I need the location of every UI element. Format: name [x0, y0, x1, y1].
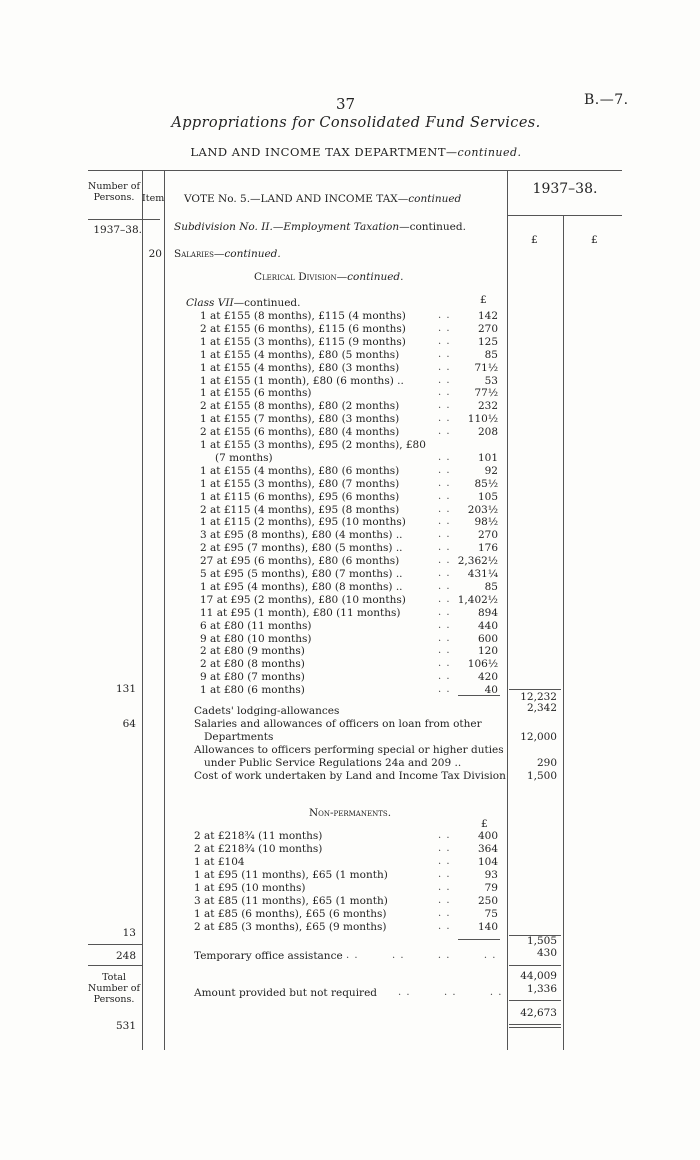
clerical-total: 12,232: [520, 691, 557, 703]
line-description: 1 at £95 (10 months): [194, 882, 306, 894]
line-amount: 40: [484, 684, 498, 697]
dot-leader: . .: [438, 869, 451, 880]
item-number: 20: [148, 248, 162, 260]
line-amount: 93: [484, 869, 498, 881]
line-amount: 420: [477, 671, 498, 684]
class-suffix: —continued.: [233, 297, 301, 309]
line-amount: 85½: [474, 477, 498, 490]
dot-leader: . .: [438, 843, 451, 854]
dot-leader: . . . . . .: [398, 987, 503, 998]
line-description: 1 at £155 (4 months), £80 (6 months): [200, 464, 400, 477]
line-amount: 110½: [467, 413, 498, 426]
line-amount: 1,500: [526, 770, 557, 782]
line-description: 27 at £95 (6 months), £80 (6 months): [200, 555, 400, 568]
dot-leader: . .: [438, 632, 451, 644]
page-number: 37: [336, 95, 356, 113]
dot-leader: . .: [438, 413, 451, 425]
dot-leader: . .: [438, 542, 451, 554]
line-description: 1 at £80 (6 months): [200, 684, 305, 697]
department-name: LAND AND INCOME TAX DEPARTMENT: [190, 145, 447, 159]
line-amount: 71½: [474, 361, 498, 374]
amount-sum-rule-3: [509, 965, 561, 966]
line-amount: 92: [484, 464, 498, 477]
line-description: Salaries and allowances of officers on loan from other: [194, 718, 482, 730]
dot-leader: . .: [438, 374, 451, 386]
line-description: 1 at £155 (7 months), £80 (3 months): [200, 413, 400, 426]
line-description: 2 at £80 (9 months): [200, 645, 305, 658]
dot-leader: . .: [438, 671, 451, 683]
line-amount: 120: [477, 645, 498, 658]
description-amount-divider: [507, 170, 508, 1050]
pound-sign-non-perm: £: [481, 818, 488, 830]
line-description: 3 at £95 (8 months), £80 (4 months) ..: [200, 529, 403, 542]
line-amount: 232: [477, 400, 498, 413]
class-label: Class VII: [186, 297, 234, 309]
persons-sum-rule-2: [88, 965, 142, 966]
dot-leader: . .: [438, 568, 451, 579]
dot-leader: . .: [438, 895, 451, 906]
amount-sum-rule-1: [509, 689, 561, 690]
line-amount: 176: [477, 542, 498, 555]
line-amount: 53: [484, 374, 498, 387]
temporary-amount: 430: [536, 947, 557, 959]
subdivision-heading: [174, 221, 466, 233]
line-description: 1 at £115 (2 months), £95 (10 months): [200, 516, 406, 529]
line-description: 2 at £155 (6 months), £115 (6 months): [200, 322, 406, 335]
line-description: 2 at £218¾ (11 months): [194, 830, 323, 842]
total-persons-value: 531: [115, 1020, 136, 1032]
line-amount: 142: [477, 310, 498, 322]
line-amount: 12,000: [520, 731, 557, 743]
persons-sum-rule-1: [88, 944, 142, 945]
dot-leader: . .: [438, 684, 451, 696]
dot-leader: . .: [438, 830, 451, 841]
dot-leader: . .: [438, 503, 451, 515]
line-description: 1 at £95 (4 months), £80 (8 months) ..: [200, 580, 403, 593]
dot-leader: . .: [438, 477, 451, 489]
amount-sum-rule-4: [509, 1000, 561, 1001]
line-amount: 85: [484, 580, 498, 593]
line-description: (7 months): [215, 451, 273, 464]
table-top-rule: [88, 170, 622, 171]
line-description: Departments: [204, 731, 274, 743]
not-required-amount: 1,336: [526, 983, 557, 995]
dot-leader: . .: [438, 619, 451, 631]
clerical-suffix: —continued.: [336, 271, 404, 283]
line-amount: 270: [477, 322, 498, 335]
dot-leader: . .: [438, 580, 451, 592]
line-description: 2 at £85 (3 months), £65 (9 months): [194, 921, 387, 933]
line-description: 1 at £155 (3 months), £115 (9 months): [200, 335, 406, 348]
dot-leader: . .: [438, 387, 451, 399]
line-description: 17 at £95 (2 months), £80 (10 months): [200, 593, 406, 606]
line-description: Cadets' lodging-allowances: [194, 705, 340, 717]
line-amount: 2,342: [526, 702, 557, 714]
line-amount: 105: [477, 490, 498, 503]
line-amount: 364: [477, 843, 498, 855]
dot-leader: . .: [438, 529, 451, 541]
amount-double-rule-b: [509, 1027, 561, 1028]
dot-leader: . .: [438, 658, 451, 670]
line-description: 5 at £95 (5 months), £80 (7 months) ..: [200, 568, 403, 580]
line-amount: 250: [477, 895, 498, 907]
non-permanents-heading: Non-permanents.: [308, 807, 392, 819]
line-description: 6 at £80 (11 months): [200, 619, 312, 632]
dot-leader: . .: [438, 426, 451, 438]
line-amount: 440: [477, 619, 498, 632]
line-description: 2 at £155 (8 months), £80 (2 months): [200, 400, 400, 413]
dot-leader: . .: [438, 322, 451, 334]
clerical-label: Clerical Division: [254, 271, 337, 283]
dot-leader: . .: [438, 400, 451, 412]
line-description: 1 at £85 (6 months), £65 (6 months): [194, 908, 387, 920]
line-description: 1 at £155 (8 months), £115 (4 months): [200, 310, 406, 322]
class-heading: [186, 297, 301, 309]
line-amount: 894: [477, 606, 498, 619]
dot-leader: . . . . . . . .: [346, 950, 497, 961]
year-column-header: 1937–38.: [532, 181, 598, 197]
line-description: Allowances to officers performing special or higher duties: [194, 744, 504, 756]
salaries-heading: [174, 248, 281, 260]
currency-sign-2: £: [591, 234, 598, 246]
line-amount: 140: [477, 921, 498, 933]
dot-leader: . .: [438, 490, 451, 502]
line-amount: 125: [477, 335, 498, 348]
item-description-divider: [164, 170, 165, 1050]
dot-leader: . .: [438, 882, 451, 893]
line-persons: 64: [122, 718, 136, 730]
line-amount: 400: [477, 830, 498, 842]
line-description: 1 at £155 (4 months), £80 (5 months): [200, 348, 400, 361]
line-amount: 75: [484, 908, 498, 920]
line-amount: 600: [477, 632, 498, 645]
line-description: 1 at £155 (1 month), £80 (6 months) ..: [200, 374, 404, 387]
clerical-division-heading: [254, 271, 404, 283]
persons-year: 1937–38.: [93, 224, 142, 236]
line-amount: 208: [477, 426, 498, 439]
dot-leader: . .: [438, 348, 451, 360]
clerical-persons: 131: [115, 683, 136, 695]
line-description: 1 at £155 (3 months), £95 (2 months), £80: [200, 439, 426, 451]
line-description: 1 at £155 (4 months), £80 (3 months): [200, 361, 400, 374]
dot-leader: . .: [438, 555, 451, 567]
line-description: under Public Service Regulations 24a and 209 ..: [204, 757, 462, 769]
line-amount: 98½: [474, 516, 498, 529]
dot-leader: . .: [438, 516, 451, 528]
dot-leader: . .: [438, 310, 451, 321]
dot-leader: . .: [438, 335, 451, 347]
line-amount: 290: [536, 757, 557, 769]
line-description: 2 at £218¾ (10 months): [194, 843, 323, 855]
page-title: Appropriations for Consolidated Fund Services.: [171, 115, 541, 131]
non-perm-total: 1,505: [526, 935, 557, 947]
dot-leader: . .: [438, 921, 451, 932]
department-heading: [0, 145, 700, 159]
temporary-persons: 248: [115, 950, 136, 962]
dot-leader: . .: [438, 593, 451, 605]
clerical-sum-rule: [458, 695, 500, 696]
line-description: 1 at £95 (11 months), £65 (1 month): [194, 869, 388, 881]
line-amount: 431¼: [467, 568, 498, 580]
dot-leader: . .: [438, 451, 451, 463]
vote-title: [184, 193, 461, 205]
line-amount: 203½: [467, 503, 498, 516]
non-perm-persons: 13: [122, 927, 136, 939]
line-amount: 270: [477, 529, 498, 542]
year-header-rule: [508, 215, 622, 216]
line-description: 11 at £95 (1 month), £80 (11 months): [200, 606, 401, 619]
pound-sign-clerical: £: [480, 294, 487, 306]
line-description: 2 at £155 (6 months), £80 (4 months): [200, 426, 400, 439]
amount-double-rule-a: [509, 1024, 561, 1025]
line-description: 1 at £155 (6 months): [200, 387, 312, 400]
dot-leader: . .: [438, 606, 451, 618]
line-amount: 1,402½: [457, 593, 498, 606]
vote-title-suffix: —continued: [397, 193, 462, 205]
dot-leader: . .: [438, 645, 451, 657]
currency-sign-1: £: [531, 234, 538, 246]
line-amount: 104: [477, 856, 498, 868]
dot-leader: . .: [438, 908, 451, 919]
dot-leader: . .: [438, 361, 451, 373]
net-total-amount: 42,673: [520, 1007, 557, 1019]
dot-leader: . .: [438, 856, 451, 867]
temporary-label: Temporary office assistance: [194, 950, 343, 962]
document-reference: B.—7.: [584, 92, 629, 108]
salaries-label: Salaries: [174, 248, 214, 260]
line-description: 1 at £155 (3 months), £80 (7 months): [200, 477, 400, 490]
line-amount: 79: [484, 882, 498, 894]
line-amount: 2,362½: [457, 555, 498, 568]
line-description: Cost of work undertaken by Land and Income Tax Division: [194, 770, 506, 782]
department-suffix: —continued.: [446, 146, 522, 159]
line-description: 3 at £85 (11 months), £65 (1 month): [194, 895, 388, 907]
line-description: 9 at £80 (7 months): [200, 671, 305, 684]
amount-columns-divider: [563, 215, 564, 1050]
line-description: 9 at £80 (10 months): [200, 632, 312, 645]
total-persons-label: Total Number of Persons.: [88, 972, 140, 1005]
line-amount: 101: [477, 451, 498, 464]
line-description: 2 at £80 (8 months): [200, 658, 305, 671]
subdivision-suffix: —continued.: [399, 221, 466, 233]
subtotal-amount: 44,009: [520, 970, 557, 982]
salaries-suffix: —continued.: [213, 248, 281, 260]
line-description: 2 at £95 (7 months), £80 (5 months) ..: [200, 542, 403, 555]
not-required-label: Amount provided but not required: [194, 987, 378, 999]
line-description: 2 at £115 (4 months), £95 (8 months): [200, 503, 400, 516]
non-perm-sum-rule: [458, 939, 500, 940]
persons-column-header: Number of Persons.: [88, 181, 140, 203]
persons-item-divider: [142, 170, 143, 1050]
line-amount: 85: [484, 348, 498, 361]
line-amount: 77½: [474, 387, 498, 400]
dot-leader: . .: [438, 464, 451, 476]
vote-title-text: VOTE No. 5.—LAND AND INCOME TAX: [184, 193, 398, 205]
item-column-header: Item: [142, 193, 165, 204]
line-description: 1 at £115 (6 months), £95 (6 months): [200, 490, 400, 503]
subdivision-label: Subdivision No. II.—Employment Taxation: [174, 221, 400, 233]
line-amount: 106½: [467, 658, 498, 671]
line-description: 1 at £104: [194, 856, 245, 868]
persons-header-rule: [88, 219, 160, 220]
